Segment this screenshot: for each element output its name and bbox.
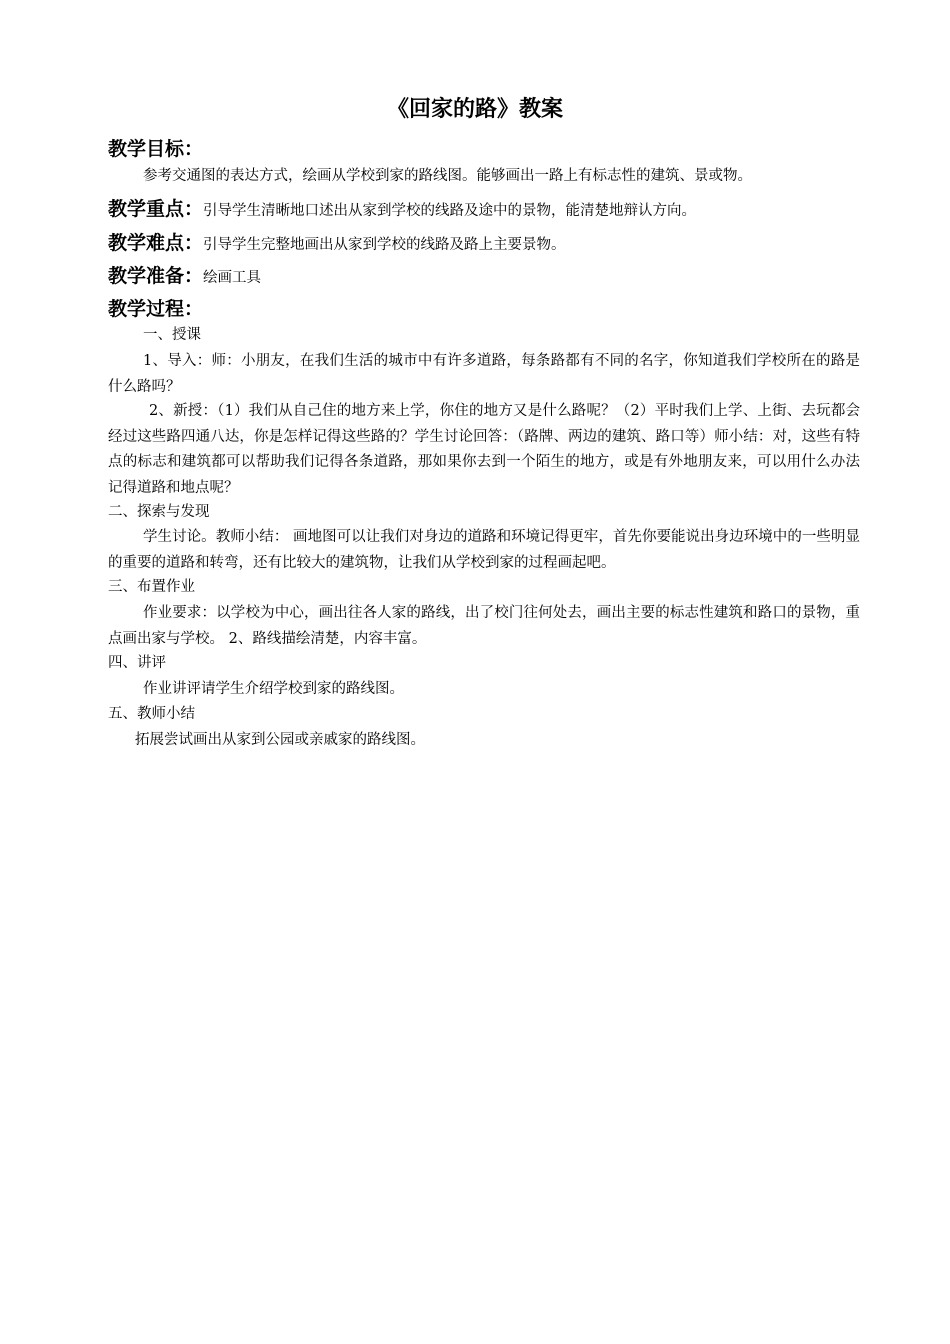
goal-text: 参考交通图的表达方式，绘画从学校到家的路线图。能够画出一路上有标志性的建筑、景或物。 xyxy=(143,168,752,184)
document-title: 《回家的路》教案 xyxy=(386,97,563,122)
key-point-heading: 教学重点： xyxy=(108,198,204,220)
section5-title: 五、教师小结 xyxy=(108,706,195,722)
process-heading: 教学过程： xyxy=(108,298,204,320)
section4-title: 四、讲评 xyxy=(108,655,166,671)
difficulty-heading: 教学难点： xyxy=(108,232,204,254)
section3-title: 三、布置作业 xyxy=(108,579,195,595)
section1-paragraph-1: 1、导入：师：小朋友，在我们生活的城市中有许多道路，每条路都有不同的名字，你知道我们学校所在的路是什么路吗？ xyxy=(108,353,860,395)
key-point-text: 引导学生清晰地口述出从家到学校的线路及途中的景物，能清楚地辩认方向。 xyxy=(203,203,697,219)
preparation-line xyxy=(108,261,868,288)
goal-heading: 教学目标： xyxy=(108,138,204,160)
section5-paragraph: 拓展尝试画出从家到公园或亲戚家的路线图。 xyxy=(135,732,425,748)
section4-paragraph: 作业讲评请学生介绍学校到家的路线图。 xyxy=(143,681,404,697)
preparation-heading: 教学准备： xyxy=(108,265,204,287)
section1-title: 一、授课 xyxy=(143,327,201,343)
difficulty-text: 引导学生完整地画出从家到学校的线路及路上主要景物。 xyxy=(203,237,566,253)
difficulty-line xyxy=(108,228,868,255)
section2-paragraph: 学生讨论。教师小结： 画地图可以让我们对身边的道路和环境记得更牢，首先你要能说出身边环境中的一些明显的重要的道路和转弯，还有比较大的建筑物，让我们从学校到家的过程画起吧。 xyxy=(108,529,860,571)
section2-title: 二、探索与发现 xyxy=(108,504,210,520)
section1-paragraph-2: 2、新授：（1）我们从自己住的地方来上学，你住的地方又是什么路呢？（2）平时我们上学、上街、去玩都会经过这些路四通八达，你是怎样记得这些路的？学生讨论回答：（路牌、两边的建筑、路口等）师小结：对，这些有特点的标志和建筑都可以帮助我们记得各条道路，那如果你去到一个陌生的地方，或是有外地朋友来，可以用什么办法记得道路和地点呢？ xyxy=(108,403,860,496)
key-point-line xyxy=(108,194,868,221)
section3-paragraph: 作业要求：以学校为中心，画出往各人家的路线，出了校门往何处去，画出主要的标志性建筑和路口的景物，重点画出家与学校。 2、路线描绘清楚，内容丰富。 xyxy=(108,605,860,647)
process-heading-line xyxy=(108,294,868,321)
preparation-text: 绘画工具 xyxy=(203,270,262,286)
goal-heading-line xyxy=(108,134,868,161)
